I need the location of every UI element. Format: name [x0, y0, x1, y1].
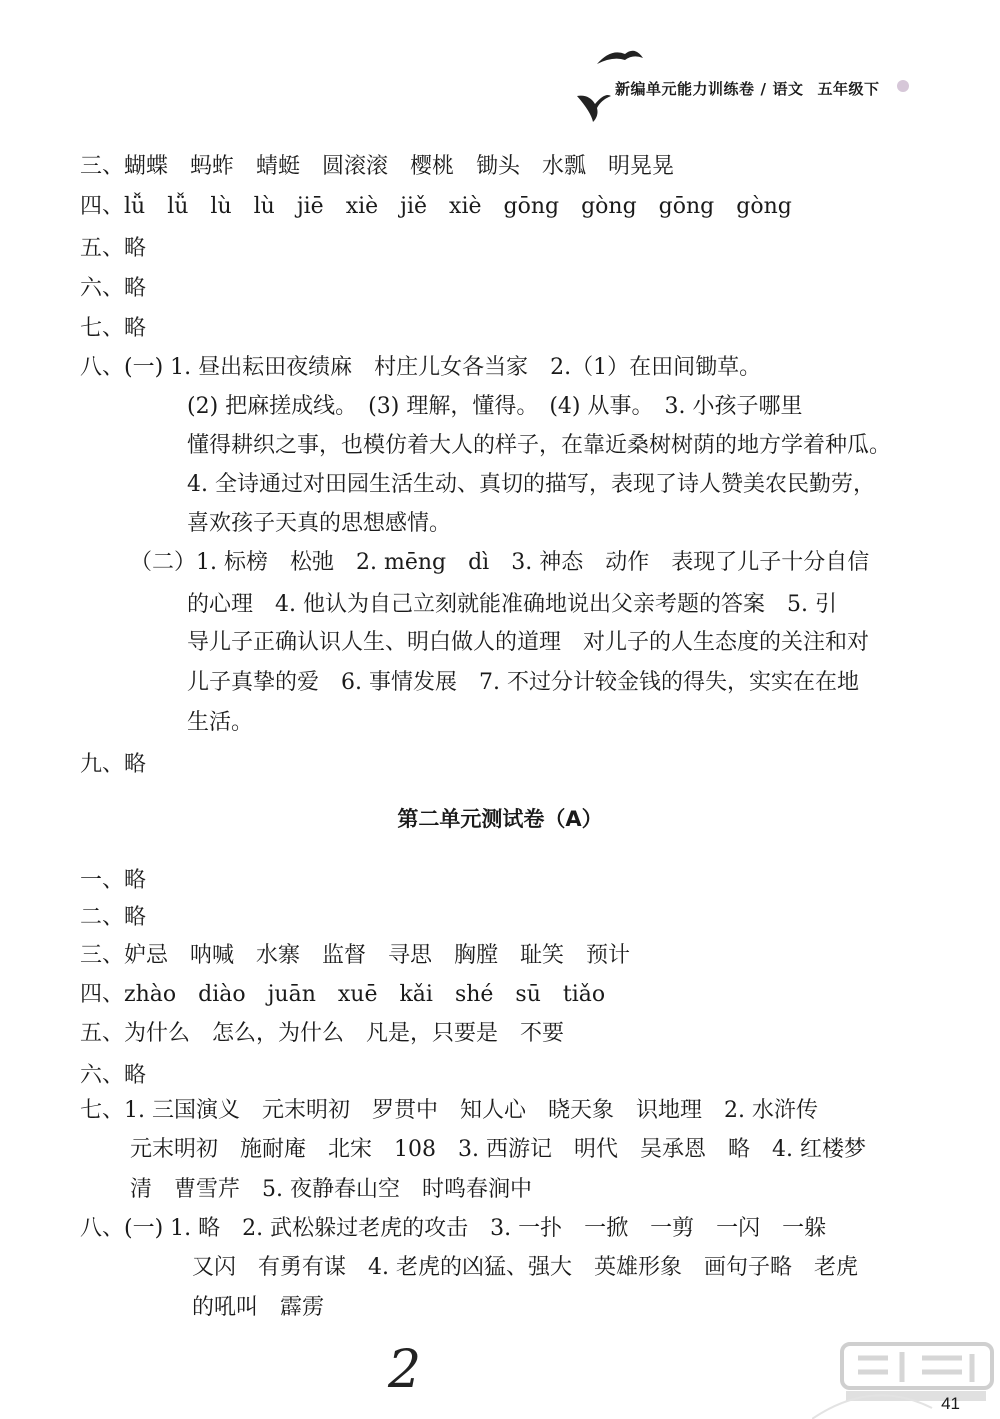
answer-line: 的吼叫 霹雳 [192, 1295, 325, 1320]
answer-line: 九、略 [80, 752, 147, 777]
answer-line: 四、lǚ lǚ lù lù jiē xiè jiě xiè gōng gòng gōng gòng [80, 194, 792, 219]
answer-line: 五、略 [80, 236, 147, 261]
grade-label: 五年级下 [817, 80, 880, 98]
answer-line: （二）1. 标榜 松弛 2. mēng dì 3. 神态 动作 表现了儿子十分自信 [130, 550, 870, 575]
answer-line: 清 曹雪芹 5. 夜静春山空 时鸣春涧中 [130, 1177, 532, 1202]
book-title: 新编单元能力训练卷 [615, 80, 755, 98]
bird-icon [595, 44, 645, 74]
answer-line: 的心理 4. 他认为自己立刻就能准确地说出父亲考题的答案 5. 引 [187, 592, 837, 617]
answer-line: 七、1. 三国演义 元末明初 罗贯中 知人心 晓天象 识地理 2. 水浒传 [80, 1098, 818, 1123]
answer-line: 元末明初 施耐庵 北宋 108 3. 西游记 明代 吴承恩 略 4. 红楼梦 [130, 1137, 866, 1162]
answer-line: 六、略 [80, 1063, 147, 1088]
page-number: 41 [941, 1394, 960, 1413]
answer-line: 四、zhào diào juān xuē kǎi shé sū tiǎo [80, 982, 606, 1007]
answer-line: 懂得耕织之事，也模仿着大人的样子，在靠近桑树树荫的地方学着种瓜。 [187, 433, 892, 458]
watermark-logo [812, 1338, 1000, 1419]
answer-line: (2) 把麻搓成线。 (3) 理解，懂得。 (4) 从事。 3. 小孩子哪里 [187, 394, 803, 419]
answer-line: 喜欢孩子天真的思想感情。 [187, 511, 452, 536]
answer-line: 三、蝴蝶 蚂蚱 蜻蜓 圆滚滚 樱桃 锄头 水瓢 明晃晃 [80, 154, 675, 179]
page-header [585, 48, 915, 123]
answer-line: 生活。 [187, 710, 254, 735]
answer-line: 五、为什么 怎么，为什么 凡是，只要是 不要 [80, 1021, 565, 1046]
flower-icon [895, 78, 911, 94]
answer-line: 导儿子正确认识人生、明白做人的道理 对儿子的人生态度的关注和对 [187, 630, 870, 655]
answer-line: 二、略 [80, 905, 147, 930]
answer-line: 又闪 有勇有谋 4. 老虎的凶猛、强大 英雄形象 画句子略 老虎 [192, 1255, 858, 1280]
section-title: 第二单元测试卷（A） [397, 807, 603, 831]
handwritten-mark: 2 [388, 1340, 422, 1400]
subject-label: 语文 [772, 80, 804, 98]
answer-line: 4. 全诗通过对田园生活生动、真切的描写，表现了诗人赞美农民勤劳， [187, 472, 875, 497]
bird-icon [575, 90, 615, 124]
answer-line: 八、(一) 1. 昼出耘田夜绩麻 村庄儿女各当家 2.（1）在田间锄草。 [80, 355, 762, 380]
answer-line: 一、略 [80, 868, 147, 893]
answer-line: 儿子真挚的爱 6. 事情发展 7. 不过分计较金钱的得失，实实在在地 [187, 670, 859, 695]
answer-line: 六、略 [80, 276, 147, 301]
answer-line: 八、(一) 1. 略 2. 武松躲过老虎的攻击 3. 一扑 一掀 一剪 一闪 一躲 [80, 1216, 827, 1241]
answer-line: 三、妒忌 呐喊 水寨 监督 寻思 胸膛 耻笑 预计 [80, 943, 631, 968]
header-title: 新编单元能力训练卷 / 语文 五年级下 [615, 80, 880, 98]
answer-line: 七、略 [80, 316, 147, 341]
